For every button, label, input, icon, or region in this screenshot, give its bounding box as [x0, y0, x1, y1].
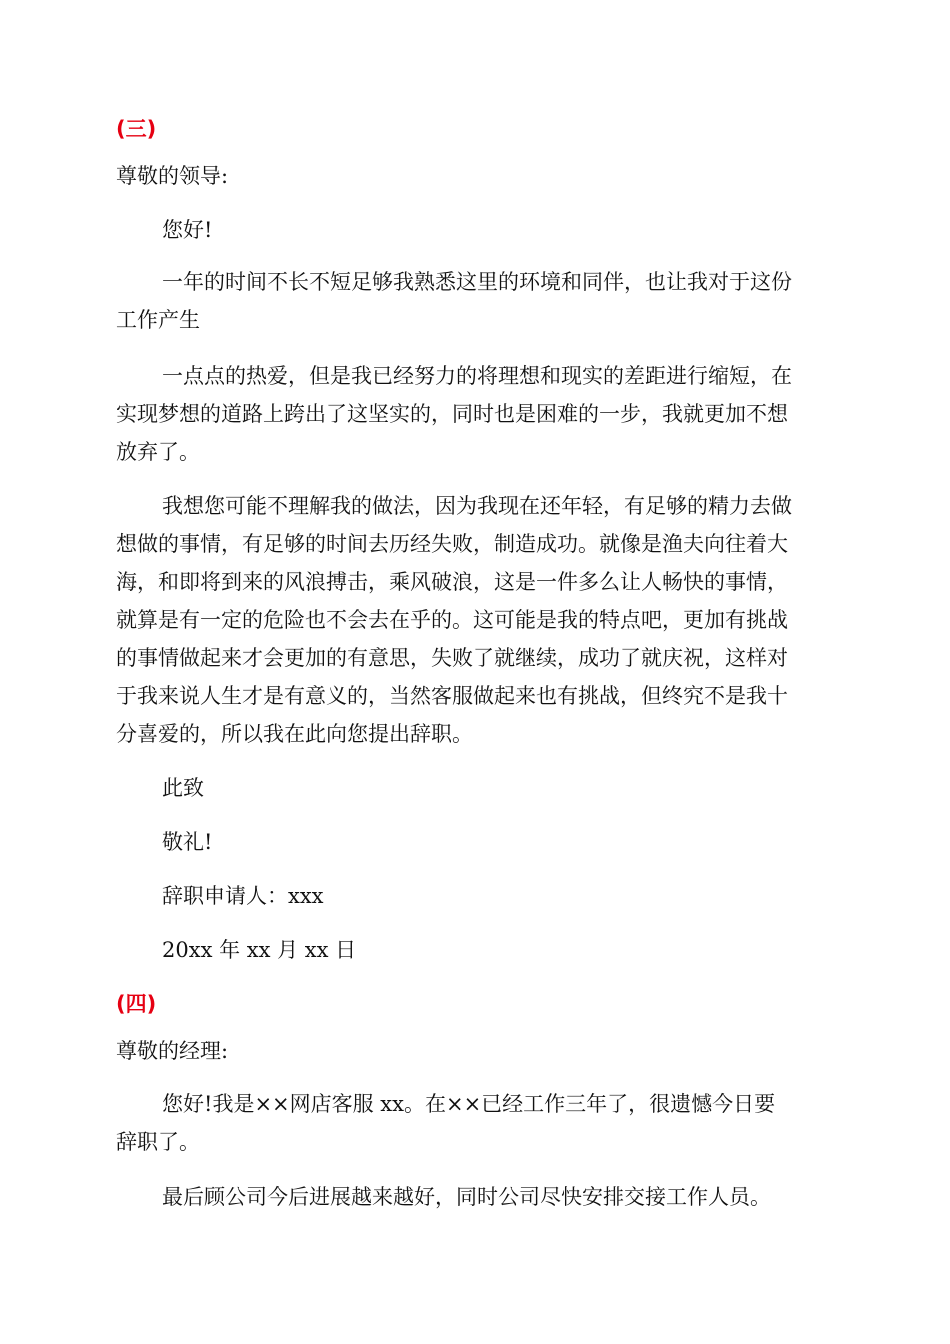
paragraph-line: 想做的事情，有足够的时间去历经失败，制造成功。就像是渔夫向往着大	[116, 532, 788, 556]
section-heading-3: (三)	[116, 117, 157, 141]
paragraph-line: 辞职了。	[116, 1130, 200, 1154]
greeting: 您好!	[162, 218, 213, 242]
paragraph-3	[116, 487, 830, 753]
paragraph-line: 一年的时间不长不短足够我熟悉这里的环境和同伴，也让我对于这份	[162, 270, 792, 294]
date-line: 20xx 年 xx 月 xx 日	[162, 938, 357, 962]
applicant-signature: 辞职申请人：xxx	[162, 884, 324, 908]
paragraph-1	[116, 263, 830, 339]
paragraph-line: 工作产生	[116, 308, 200, 332]
paragraph-line: 海，和即将到来的风浪搏击，乘风破浪，这是一件多么让人畅快的事情，	[116, 570, 788, 594]
paragraph-line: 于我来说人生才是有意义的，当然客服做起来也有挑战，但终究不是我十	[116, 684, 788, 708]
paragraph-line: 就算是有一定的危险也不会去在乎的。这可能是我的特点吧，更加有挑战	[116, 608, 788, 632]
paragraph-4	[116, 1085, 830, 1161]
paragraph-line: 我想您可能不理解我的做法，因为我现在还年轻，有足够的精力去做	[162, 494, 792, 518]
regards-text: 敬礼!	[162, 830, 213, 854]
closing-text: 此致	[162, 776, 204, 800]
paragraph-line: 的事情做起来才会更加的有意思，失败了就继续，成功了就庆祝，这样对	[116, 646, 788, 670]
paragraph-line: 一点点的热爱，但是我已经努力的将理想和现实的差距进行缩短，在	[162, 364, 792, 388]
paragraph-line: 放弃了。	[116, 440, 200, 464]
salutation: 尊敬的领导:	[116, 164, 229, 188]
paragraph-5: 最后顾公司今后进展越来越好，同时公司尽快安排交接工作人员。	[162, 1185, 771, 1209]
paragraph-line: 您好!我是××网店客服 xx。在××已经工作三年了，很遗憾今日要	[162, 1092, 776, 1116]
paragraph-line: 实现梦想的道路上跨出了这坚实的，同时也是困难的一步，我就更加不想	[116, 402, 788, 426]
salutation: 尊敬的经理:	[116, 1039, 229, 1063]
section-heading-4: (四)	[116, 992, 157, 1016]
paragraph-2	[116, 357, 830, 471]
paragraph-line: 分喜爱的，所以我在此向您提出辞职。	[116, 722, 473, 746]
